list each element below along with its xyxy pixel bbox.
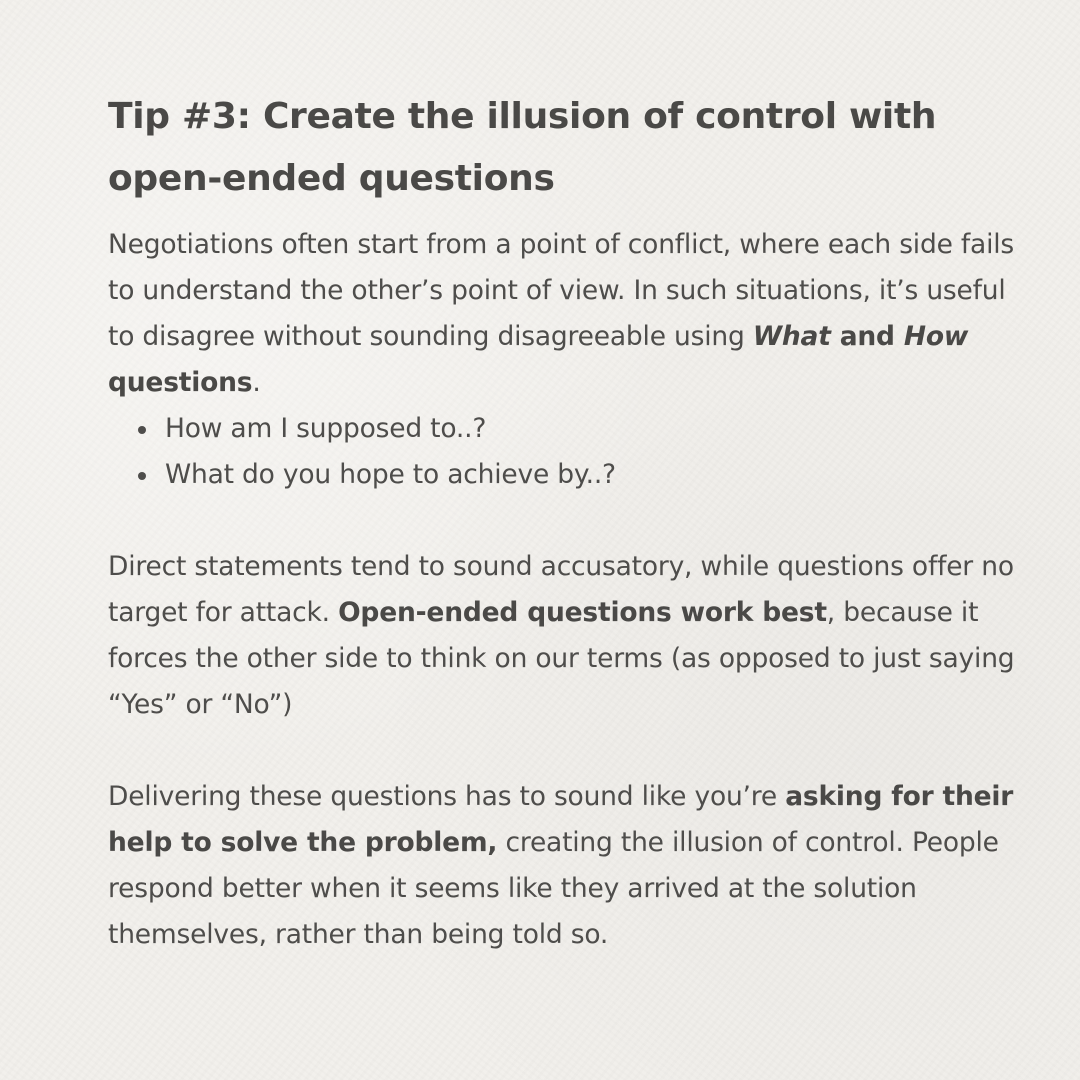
list-item [138, 406, 1028, 452]
intro-text: Negotiations often start from a point of conflict, where each side fails to understand the other’s point of view. In such situations, it’s useful to disagree without sounding disagreeable using [108, 229, 1015, 352]
bullet-dot-icon [138, 472, 146, 480]
para2-bold: Open-ended questions work best [338, 597, 827, 628]
spacer [108, 728, 1028, 774]
delivering-paragraph [108, 774, 1028, 958]
list-item-text: How am I supposed to..? [165, 413, 487, 444]
para2-text2: , because it forces the other side to think on our terms (as opposed to just saying “Yes” or “No”) [108, 597, 1015, 720]
intro-paragraph [108, 222, 1028, 406]
para2-text1: Direct statements tend to sound accusatory, while questions offer no target for attack. [108, 551, 1014, 628]
intro-bold-how: How [903, 321, 969, 352]
para3-text1: Delivering these questions has to sound like you’re [108, 781, 786, 812]
page-title: Tip #3: Create the illusion of control with open-ended questions [108, 96, 937, 199]
bullet-dot-icon [138, 426, 146, 434]
intro-bold-and: and [830, 321, 904, 352]
slide-content [108, 86, 1028, 958]
list-item-text: What do you hope to achieve by..? [165, 459, 616, 490]
para3-bold: asking for their help to solve the problem, [108, 781, 1014, 858]
intro-bold-what: What [752, 321, 831, 352]
spacer [108, 498, 1028, 544]
intro-end: . [252, 367, 261, 398]
direct-statements-paragraph [108, 544, 1028, 728]
list-item [138, 452, 1028, 498]
question-list [108, 406, 1028, 498]
para3-text2: creating the illusion of control. People respond better when it seems like they arrived at the solution themselves, rather than being told so. [108, 827, 999, 950]
intro-bold-questions: questions [108, 367, 253, 398]
